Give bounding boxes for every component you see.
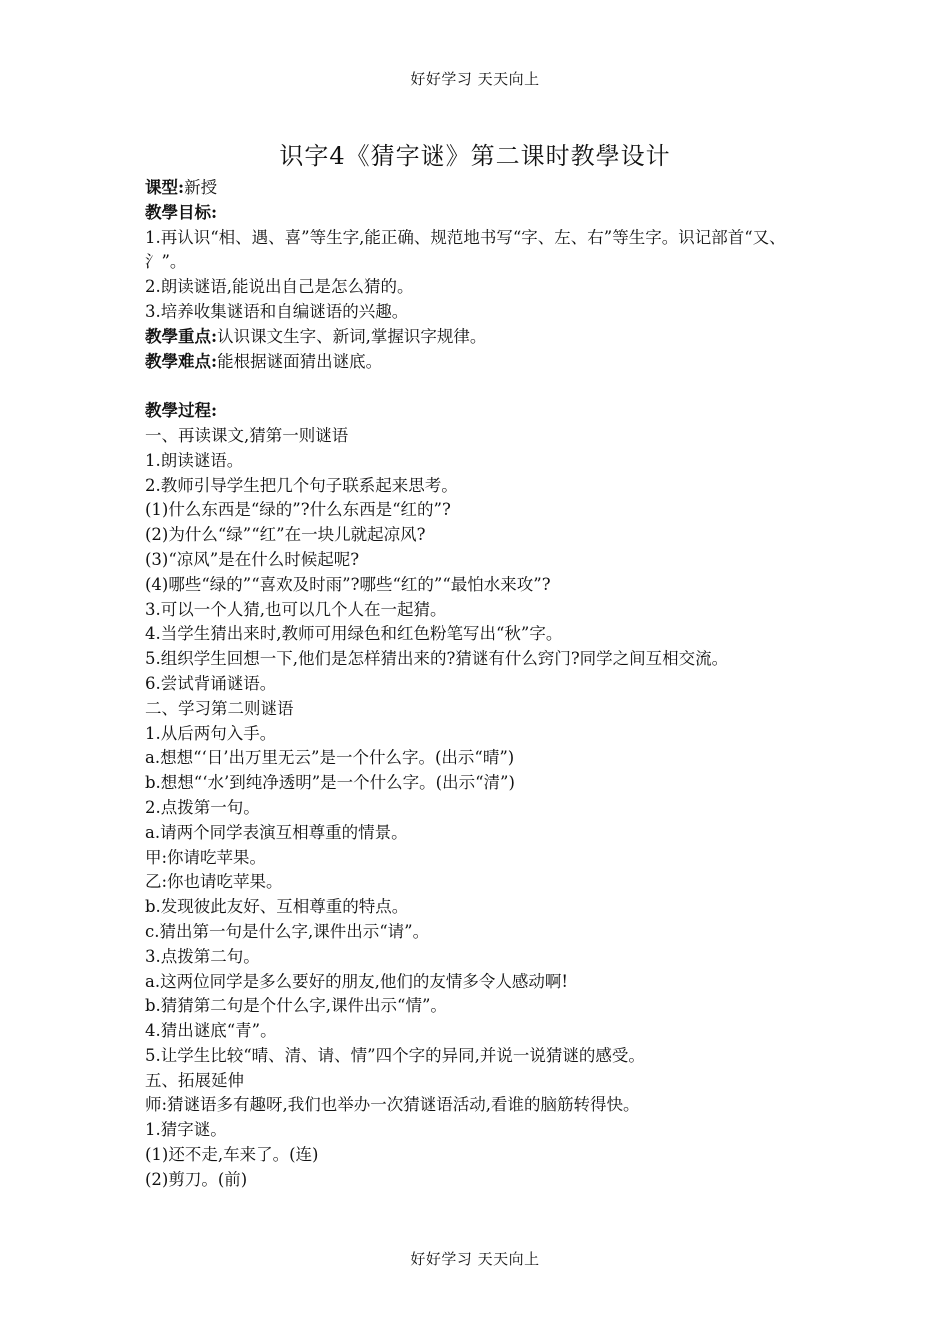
difficulty-value: 能根据谜面猜出谜底。 [217,351,383,371]
process-line: 一、再读课文,猜第一则谜语 [145,425,349,445]
process-line: a.想想“‘日’出万里无云”是一个什么字。(出示“晴”) [145,748,515,768]
difficulty [145,350,815,375]
process-line: b.想想“‘水’到纯净透明”是一个什么字。(出示“清”) [145,773,515,793]
process-line: 1.朗读谜语。 [145,450,244,470]
goal-item: 1.再认识“相、遇、喜”等生字,能正确、规范地书写“字、左、右”等生字。识记部首“又、氵”。 [145,227,786,272]
process-line: (3)“凉风”是在什么时候起呢? [145,549,360,569]
page-title: 识字4《猜字谜》第二课时教學设计 [279,142,671,170]
process-line: 甲:你请吃苹果。 [145,847,267,867]
process-line: (2)为什么“绿”“红”在一块儿就起凉风? [145,525,426,545]
process-line: 5.组织学生回想一下,他们是怎样猜出来的?猜谜有什么窍门?同学之间互相交流。 [145,649,729,669]
key-point-label: 教學重点: [145,326,218,346]
goals-heading: 教學目标: [145,202,218,222]
process-line: a.这两位同学是多么要好的朋友,他们的友情多令人感动啊! [145,971,568,991]
process-line: 3.可以一个人猜,也可以几个人在一起猜。 [145,599,447,619]
process-line: 2.教师引导学生把几个句子联系起来思考。 [145,475,458,495]
process-line: 5.让学生比较“晴、清、请、情”四个字的异同,并说一说猜谜的感受。 [145,1045,645,1065]
document-body [145,176,815,1193]
course-type-value: 新授 [184,178,218,197]
process-line: 3.点拨第二句。 [145,946,260,966]
process-line: 6.尝试背诵谜语。 [145,673,277,693]
process-line: 乙:你也请吃苹果。 [145,872,283,892]
page-footer: 好好学习 天天向上 [410,1250,540,1268]
process-line: 4.猜出谜底“青”。 [145,1021,277,1041]
process-line: 1.从后两句入手。 [145,723,277,743]
process-line: b.猜猜第二句是个什么字,课件出示“情”。 [145,996,447,1016]
process-list [145,424,815,1193]
goal-item: 3.培养收集谜语和自编谜语的兴趣。 [145,301,409,321]
process-line: (1)还不走,车来了。(连) [145,1145,319,1165]
key-point [145,325,815,350]
process-line: b.发现彼此友好、互相尊重的特点。 [145,897,409,917]
page-header: 好好学习 天天向上 [410,70,540,88]
difficulty-label: 教學难点: [145,351,218,371]
process-line: (2)剪刀。(前) [145,1169,248,1189]
goal-item: 2.朗读谜语,能说出自己是怎么猜的。 [145,277,414,297]
process-line: 1.猜字谜。 [145,1120,227,1140]
process-line: 五、拓展延伸 [145,1070,244,1090]
process-line: 二、学习第二则谜语 [145,698,294,718]
spacer [145,374,815,399]
process-line: 4.当学生猜出来时,教师可用绿色和红色粉笔写出“秋”字。 [145,624,563,644]
process-line: 师:猜谜语多有趣呀,我们也举办一次猜谜语活动,看谁的脑筋转得快。 [145,1095,640,1115]
process-heading: 教學过程: [145,401,218,421]
course-type-label: 课型: [145,178,185,197]
key-point-value: 认识课文生字、新词,掌握识字规律。 [217,326,487,346]
course-type [145,176,815,201]
process-line: (4)哪些“绿的”“喜欢及时雨”?哪些“红的”“最怕水来攻”? [145,574,551,594]
process-line: (1)什么东西是“绿的”?什么东西是“红的”? [145,500,451,520]
process-line: 2.点拨第一句。 [145,797,260,817]
process-line: c.猜出第一句是什么字,课件出示“请”。 [145,921,430,941]
process-line: a.请两个同学表演互相尊重的情景。 [145,822,408,842]
